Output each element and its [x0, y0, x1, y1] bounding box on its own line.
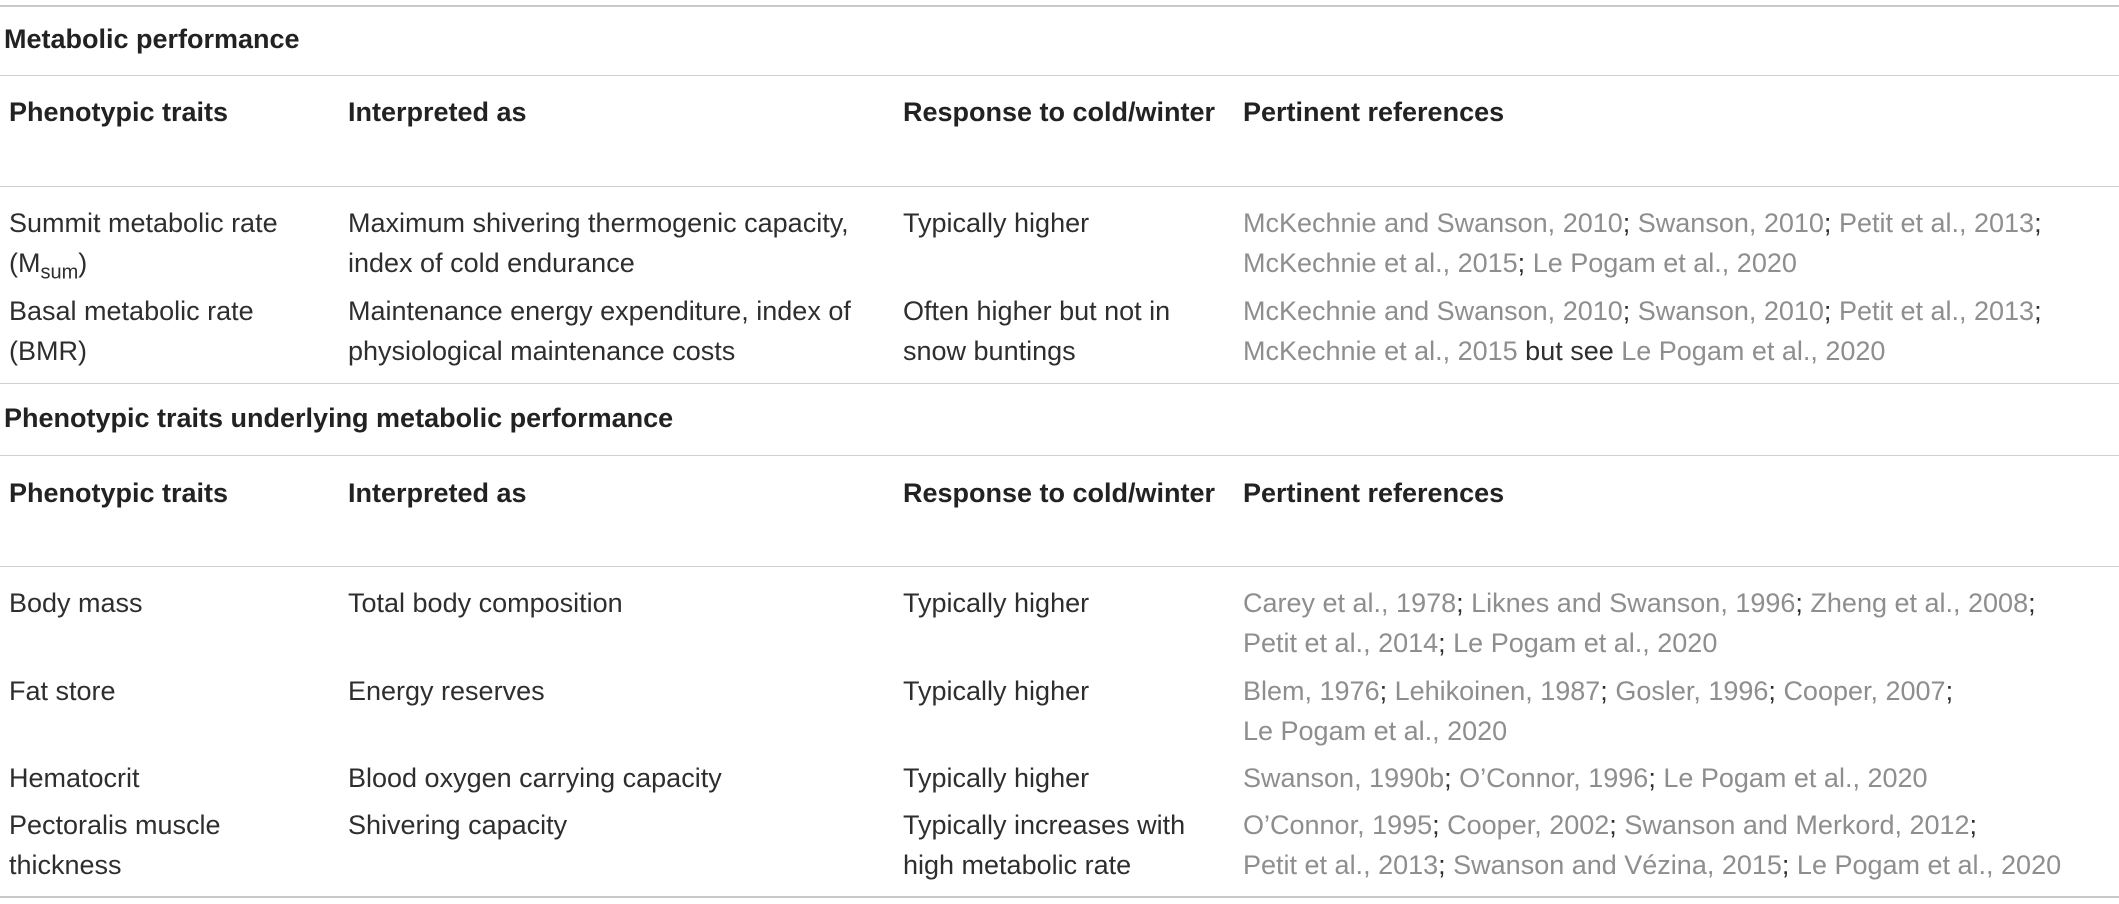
- reference-separator: ;: [1969, 810, 1978, 840]
- reference-link[interactable]: Le Pogam et al., 2020: [1532, 248, 1797, 278]
- reference-separator: ;: [1517, 248, 1533, 278]
- reference-link[interactable]: Zheng et al., 2008: [1810, 588, 2029, 618]
- column-header-references: Pertinent references: [1243, 478, 1505, 508]
- interpreted-cell: Energy reserves: [348, 676, 545, 706]
- response-cell: Typically higher: [903, 588, 1090, 618]
- interpreted-cell: Maintenance energy expenditure, index of physiological maintenance costs: [348, 296, 851, 366]
- reference-link[interactable]: Petit et al., 2013: [1838, 208, 2035, 238]
- reference-separator: ;: [1432, 810, 1448, 840]
- section-rule: [0, 75, 2119, 76]
- references-cell: [1243, 758, 2119, 798]
- trait-cell: [9, 203, 329, 283]
- reference-link[interactable]: Petit et al., 2014: [1243, 628, 1439, 658]
- trait-cell: Body mass: [9, 588, 143, 618]
- reference-link[interactable]: Le Pogam et al., 2020: [1796, 850, 2062, 880]
- reference-link[interactable]: Swanson and Vézina, 2015: [1453, 850, 1782, 880]
- references-cell: [1243, 583, 2119, 663]
- top-rule: [0, 5, 2119, 7]
- column-header-references: Pertinent references: [1243, 97, 1505, 127]
- reference-link[interactable]: Liknes and Swanson, 1996: [1471, 588, 1796, 618]
- reference-link[interactable]: Swanson, 2010: [1637, 296, 1824, 326]
- response-cell: Typically higher: [903, 763, 1090, 793]
- reference-separator: ;: [1622, 208, 1638, 238]
- references-cell: [1243, 203, 2119, 283]
- reference-separator: ;: [2034, 208, 2042, 238]
- reference-separator: ;: [2028, 588, 2036, 618]
- section-rule: [0, 455, 2119, 456]
- reference-link[interactable]: O’Connor, 1996: [1459, 763, 1649, 793]
- reference-link[interactable]: Petit et al., 2013: [1838, 296, 2035, 326]
- reference-separator: ;: [1768, 676, 1784, 706]
- column-header-interpreted: Interpreted as: [348, 97, 527, 127]
- reference-separator: ;: [1795, 588, 1811, 618]
- column-header-interpreted: Interpreted as: [348, 478, 527, 508]
- references-cell: [1243, 671, 2119, 751]
- reference-separator: ;: [1823, 208, 1839, 238]
- reference-separator: ;: [2034, 296, 2042, 326]
- column-header-response: Response to cold/winter: [903, 478, 1216, 508]
- reference-link[interactable]: Le Pogam et al., 2020: [1243, 716, 1508, 746]
- reference-link[interactable]: McKechnie and Swanson, 2010: [1243, 208, 1623, 238]
- reference-link[interactable]: Carey et al., 1978: [1243, 588, 1457, 618]
- reference-link[interactable]: Swanson, 2010: [1637, 208, 1824, 238]
- interpreted-cell: Maximum shivering thermogenic capacity, index of cold endurance: [348, 208, 849, 278]
- response-cell: Typically higher: [903, 208, 1090, 238]
- column-header-traits: Phenotypic traits: [9, 97, 229, 127]
- column-header-traits: Phenotypic traits: [9, 478, 229, 508]
- trait-subscript: sum: [40, 261, 79, 284]
- reference-separator: ;: [1444, 763, 1460, 793]
- reference-separator: ;: [1438, 628, 1454, 658]
- reference-separator: ;: [1781, 850, 1797, 880]
- references-cell: [1243, 291, 2119, 371]
- reference-link[interactable]: Swanson and Merkord, 2012: [1624, 810, 1970, 840]
- reference-separator: ;: [1945, 676, 1954, 706]
- section-title-underlying-traits: Phenotypic traits underlying metabolic performance: [4, 403, 674, 433]
- reference-separator: ;: [1379, 676, 1395, 706]
- trait-suffix: ): [78, 248, 88, 278]
- reference-link[interactable]: Le Pogam et al., 2020: [1453, 628, 1718, 658]
- trait-cell: Hematocrit: [9, 763, 140, 793]
- reference-separator: but see: [1517, 336, 1622, 366]
- reference-link[interactable]: McKechnie et al., 2015: [1243, 336, 1518, 366]
- reference-separator: ;: [1622, 296, 1638, 326]
- reference-link[interactable]: Cooper, 2007: [1783, 676, 1946, 706]
- reference-separator: ;: [1609, 810, 1625, 840]
- reference-link[interactable]: Cooper, 2002: [1447, 810, 1610, 840]
- interpreted-cell: Blood oxygen carrying capacity: [348, 763, 722, 793]
- reference-link[interactable]: Blem, 1976: [1243, 676, 1380, 706]
- column-header-response: Response to cold/winter: [903, 97, 1216, 127]
- references-cell: [1243, 805, 2119, 885]
- response-cell: Typically higher: [903, 676, 1090, 706]
- bottom-rule: [0, 896, 2119, 898]
- trait-cell: Pectoralis muscle thickness: [9, 810, 221, 880]
- response-cell: Often higher but not in snow buntings: [903, 296, 1171, 366]
- reference-separator: ;: [1438, 850, 1454, 880]
- reference-link[interactable]: O’Connor, 1995: [1243, 810, 1433, 840]
- section-rule: [0, 383, 2119, 384]
- interpreted-cell: Total body composition: [348, 588, 623, 618]
- trait-cell: Basal metabolic rate (BMR): [9, 296, 254, 366]
- reference-link[interactable]: McKechnie et al., 2015: [1243, 248, 1518, 278]
- header-rule: [0, 186, 2119, 187]
- reference-link[interactable]: Le Pogam et al., 2020: [1621, 336, 1886, 366]
- reference-separator: ;: [1456, 588, 1472, 618]
- section-title-metabolic-performance: Metabolic performance: [4, 24, 300, 54]
- reference-link[interactable]: McKechnie and Swanson, 2010: [1243, 296, 1623, 326]
- trait-cell: Fat store: [9, 676, 116, 706]
- response-cell: Typically increases with high metabolic rate: [903, 810, 1186, 880]
- reference-separator: ;: [1648, 763, 1664, 793]
- reference-separator: ;: [1600, 676, 1616, 706]
- reference-link[interactable]: Gosler, 1996: [1615, 676, 1769, 706]
- interpreted-cell: Shivering capacity: [348, 810, 568, 840]
- reference-link[interactable]: Lehikoinen, 1987: [1394, 676, 1601, 706]
- trait-text: Summit metabolic rate (M: [9, 208, 278, 278]
- reference-link[interactable]: Swanson, 1990b: [1243, 763, 1445, 793]
- reference-separator: ;: [1823, 296, 1839, 326]
- reference-link[interactable]: Petit et al., 2013: [1243, 850, 1439, 880]
- reference-link[interactable]: Le Pogam et al., 2020: [1663, 763, 1928, 793]
- header-rule: [0, 566, 2119, 567]
